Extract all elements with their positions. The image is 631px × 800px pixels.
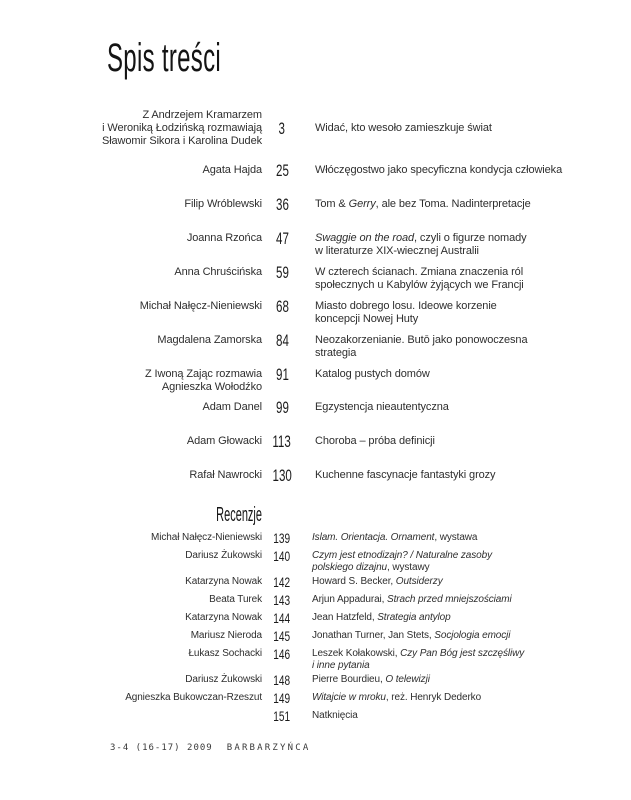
title-line [312,550,631,562]
page-number [262,648,302,661]
toc-entry [0,297,631,326]
title-segment: Miasto dobrego losu. Ideowe korzenie [315,300,497,312]
page-number-text: 130 [272,466,292,485]
page-number [262,297,302,316]
title-segment: Strach przed mniejszościami [387,594,512,605]
title-line [312,674,631,686]
review-entry [0,532,631,545]
page-number-text: 139 [273,530,291,546]
page-number [262,692,302,705]
title-segment: i inne pytania [312,660,370,671]
title-line [312,576,631,588]
toc-entry-title [302,232,631,258]
title-segment: Włóczęgostwo jako specyficzna kondycja człowieka [315,164,563,176]
title-line [315,164,631,177]
page-title: Spis treści [107,36,221,80]
review-title [302,692,631,704]
title-segment: koncepcji Nowej Huty [315,313,419,325]
author-line: Adam Danel [202,401,262,413]
page-number [262,398,302,417]
toc-entry [0,109,631,148]
author-line: Rafał Nawrocki [189,469,262,481]
title-segment: Tom & [315,198,349,210]
page-number-text: 91 [275,365,289,384]
review-entry [0,594,631,607]
toc-entry-authors [0,469,262,482]
author-line: Agata Hajda [202,164,262,176]
review-title [302,594,631,606]
title-segment: , wystawy [387,562,430,573]
title-segment: Jean Hatzfeld, [312,612,378,623]
title-line [312,594,631,606]
title-segment: Katalog pustych domów [315,368,430,380]
title-segment: Czy Pan Bóg jest szczęśliwy [400,648,525,659]
title-segment: Witajcie w mroku [312,692,386,703]
review-entry [0,692,631,705]
title-line [312,612,631,624]
title-line [315,435,631,448]
title-line [315,401,631,414]
review-entry [0,710,631,723]
title-segment: Arjun Appadurai, [312,594,388,605]
review-entry [0,674,631,687]
page-number-text: 146 [273,646,291,662]
title-line [312,648,631,660]
title-line [315,245,631,258]
title-segment: Widać, kto wesoło zamieszkuje świat [315,122,492,134]
toc-entry-title [302,401,631,414]
page-number [262,674,302,687]
page-number-text: 59 [275,263,289,282]
toc-entry-title [302,368,631,381]
toc-entry-title [302,300,631,326]
page-number-text: 142 [273,574,291,590]
toc-entry [0,229,631,258]
title-line [315,198,631,211]
review-title [302,674,631,686]
title-segment: Natknięcia [312,710,358,721]
author-line: Filip Wróblewski [184,198,262,210]
author-line: Michał Nałęcz-Nieniewski [139,300,262,312]
toc-entry-title [302,469,631,482]
title-segment: w literaturze XIX-wiecznej Australii [315,245,479,257]
review-entry [0,612,631,625]
page-number [262,550,302,563]
title-line [315,232,631,245]
title-segment: Swaggie on the road [315,232,415,244]
review-title [302,710,631,722]
author-line: Z Iwoną Zając rozmawia [144,368,262,380]
review-author: Beata Turek [209,594,262,605]
title-segment: strategia [315,347,357,359]
toc-entry-authors [0,334,262,347]
review-title [302,576,631,588]
toc-entry [0,195,631,214]
review-author: Katarzyna Nowak [185,576,262,587]
title-segment: O telewizji [385,674,430,685]
title-segment: polskiego dizajnu [312,562,388,573]
title-line [315,313,631,326]
reviews-section-header [0,505,631,525]
page-number [262,195,302,214]
page-number [262,331,302,350]
page-number-text: 3 [278,118,286,138]
title-segment: Egzystencja nieautentyczna [315,401,449,413]
title-line [315,122,631,135]
title-segment: Outsiderzy [395,576,443,587]
page-number [262,263,302,282]
page-number-text: 149 [273,690,291,706]
page-number-text: 47 [275,229,289,248]
title-segment: Kuchenne fascynacje fantastyki grozy [315,469,496,481]
toc-entry-title [302,266,631,292]
page-number-text: 84 [275,331,289,350]
toc-entry [0,466,631,485]
title-line [315,469,631,482]
title-segment: , ale bez Toma. Nadinterpretacje [375,198,531,210]
review-title [302,532,631,544]
title-segment: Czym jest etnodizajn? / Naturalne zasoby [312,550,492,561]
title-segment: Choroba – próba definicji [315,435,435,447]
title-line [312,532,631,544]
page-number [262,161,302,180]
page-number-text: 68 [275,297,289,316]
review-author: Michał Nałęcz-Nieniewski [151,532,262,543]
title-segment: Strategia antylop [377,612,451,623]
toc-entry [0,365,631,394]
page-number [262,365,302,384]
review-entry [0,630,631,643]
page-number [262,612,302,625]
page-number [262,118,302,138]
review-entry [0,576,631,589]
toc-entry-authors [0,232,262,245]
footer-magazine-name: BARBARZYŃCA [226,743,311,753]
page-number-text: 144 [273,610,291,626]
toc-entry-authors [0,198,262,211]
toc-entry-title [302,334,631,360]
page-number [262,594,302,607]
page-number [262,229,302,248]
title-segment: Howard S. Becker, [312,576,396,587]
review-author: Dariusz Żukowski [185,674,262,685]
title-line [315,279,631,292]
review-title [302,550,631,574]
review-title [302,648,631,672]
title-segment: Neozakorzenianie. Butō jako ponowoczesna [315,334,528,346]
review-author: Mariusz Nieroda [190,630,262,641]
review-entry [0,550,631,574]
toc-entry-title [302,198,631,211]
author-line: Z Andrzejem Kramarzem [142,109,262,121]
reviews-heading: Recenzje [216,504,262,526]
page-number-text: 36 [275,195,289,214]
toc-entry-authors [0,368,262,394]
author-line: Anna Chruścińska [174,266,262,278]
title-line [312,710,631,722]
page-number-text: 25 [275,161,289,180]
title-line [312,630,631,642]
page-number [262,710,302,723]
page-number-text: 140 [273,548,291,564]
author-line: Joanna Rzońca [186,232,262,244]
toc-entry [0,161,631,180]
title-segment: W czterech ścianach. Zmiana znaczenia ról [315,266,524,278]
review-author: Dariusz Żukowski [185,550,262,561]
page-number [262,432,302,451]
author-line: Sławomir Sikora i Karolina Dudek [101,135,262,147]
toc-entry-authors [0,109,262,148]
review-author: Agnieszka Bukowczan-Rzeszut [125,692,262,703]
title-segment: Leszek Kołakowski, [312,648,401,659]
review-entry [0,648,631,672]
footer-issue-number: 3-4 (16-17) 2009 [110,743,213,753]
page-number-text: 151 [273,708,291,724]
title-segment: Islam. Orientacja. Ornament [312,532,435,543]
title-segment: , czyli o figurze nomady [414,232,527,244]
page-number [262,576,302,589]
page-number-text: 113 [272,432,292,451]
title-segment: społecznych u Kabylów żyjących we Francji [315,279,524,291]
toc-entry [0,432,631,451]
title-line [312,660,631,672]
review-author: Katarzyna Nowak [185,612,262,623]
review-author: Łukasz Sochacki [188,648,262,659]
toc-entry-authors [0,435,262,448]
title-line [315,300,631,313]
review-title [302,612,631,624]
toc-entry [0,331,631,360]
title-line [312,562,631,574]
title-line [315,334,631,347]
title-segment: , reż. Henryk Dederko [385,692,482,703]
toc-entry-authors [0,266,262,279]
page-number-text: 99 [275,398,289,417]
title-line [315,347,631,360]
toc-entry [0,263,631,292]
title-line [315,368,631,381]
title-segment: Gerry [348,198,376,210]
title-segment: , wystawa [434,532,478,543]
toc-entry-authors [0,401,262,414]
page-number-text: 143 [273,592,291,608]
toc-entry-title [302,164,631,177]
title-segment: Socjologia emocji [434,630,511,641]
page-number-text: 148 [273,672,291,688]
title-line [315,266,631,279]
page-number [262,630,302,643]
toc-entry-title [302,435,631,448]
toc-entry [0,398,631,417]
page-footer [110,743,311,753]
author-line: Magdalena Zamorska [157,334,262,346]
title-line [312,692,631,704]
page-number-text: 145 [273,628,291,644]
toc-entry-authors [0,300,262,313]
author-line: i Weroniką Łodzińską rozmawiają [102,122,262,134]
author-line: Adam Głowacki [186,435,262,447]
toc-entry-title [302,122,631,135]
toc-entry-authors [0,164,262,177]
title-segment: Pierre Bourdieu, [312,674,386,685]
author-line: Agnieszka Wołodźko [161,381,262,393]
title-segment: Jonathan Turner, Jan Stets, [312,630,435,641]
page-number [262,466,302,485]
page-number [262,532,302,545]
table-of-contents [0,109,631,728]
review-title [302,630,631,642]
